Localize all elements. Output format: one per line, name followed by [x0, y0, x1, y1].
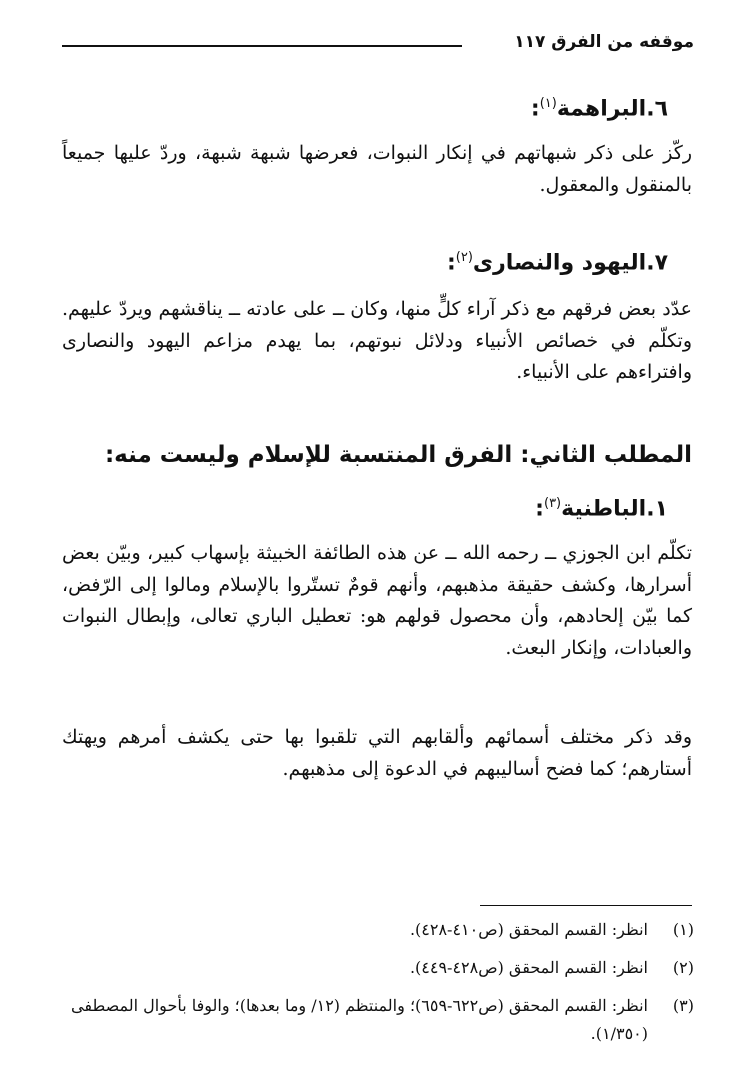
heading-brahma-text: ٦.البراهمة	[556, 96, 668, 122]
footnote-number: (٢)	[672, 958, 694, 977]
footnote-text: انظر: القسم المحقق (ص٦٢٢-٦٥٩)؛ والمنتظم (١٢/ وما بعدها)؛ والوفا بأحوال المصطفى (١/٣٥٠).	[71, 996, 648, 1043]
footnote-ref-2[interactable]: (٢)	[455, 250, 473, 265]
heading-batiniyya-text: ١.الباطنية	[561, 496, 668, 522]
section-heading: المطلب الثاني: الفرق المنتسبة للإسلام وليست منه:	[104, 442, 692, 468]
footnote-rule	[480, 905, 692, 906]
running-header	[62, 28, 694, 58]
heading-jews-christians	[447, 250, 668, 275]
footnote-ref-3[interactable]: (٣)	[543, 496, 562, 511]
paragraph-batiniyya-1: تكلّم ابن الجوزي ــ رحمه الله ــ عن هذه الطائفة الخبيثة بإسهاب كبير، وبيّن بعض أسرارها، وكشف حقيقة مذهبهم، وأنهم قومٌ تستّروا بالإسلام ومالوا إلى الرّفض، كما بيّن إلحادهم، وأن محصول قولهم هو: تعطيل الباري تعالى، وإبطال النبوات والعبادات، وإنكار البعث.	[62, 542, 692, 660]
footnote-ref-1[interactable]: (١)	[539, 96, 557, 111]
footnotes	[62, 916, 694, 1058]
header-rule	[62, 45, 462, 47]
header-title: موقفه من الفرق ١١٧	[514, 32, 694, 52]
footnote-2	[62, 954, 694, 982]
heading-jews-christians-colon: :	[446, 250, 456, 276]
footnote-number: (١)	[672, 920, 694, 939]
footnote-text: انظر: القسم المحقق (ص٤١٠-٤٢٨).	[409, 920, 648, 939]
heading-jews-christians-text: ٧.اليهود والنصارى	[472, 250, 668, 276]
footnote-1	[62, 916, 694, 944]
heading-batiniyya-colon: :	[535, 496, 544, 522]
heading-brahma-colon: :	[530, 96, 540, 122]
paragraph-jews-christians: عدّد بعض فرقهم مع ذكر آراء كلٍّ منها، وكان ــ على عادته ــ يناقشهم ويردّ عليهم. وتكلّم في خصائص الأنبياء ودلائل نبوتهم، بما يهدم مزاعم اليهود والنصارى وافتراءهم على الأنبياء.	[62, 298, 692, 384]
footnote-text: انظر: القسم المحقق (ص٤٢٨-٤٤٩).	[409, 958, 648, 977]
footnote-number: (٣)	[672, 996, 694, 1015]
heading-brahma	[531, 96, 668, 121]
heading-batiniyya	[535, 496, 668, 521]
paragraph-brahma: ركّز على ذكر شبهاتهم في إنكار النبوات، فعرضها شبهة شبهة، وردّ عليها جميعاً بالمنقول والمعقول.	[62, 142, 692, 196]
paragraph-batiniyya-2: وقد ذكر مختلف أسمائهم وألقابهم التي تلقبوا بها حتى يكشف أمرهم ويهتك أستارهم؛ كما فضح أساليبهم في الدعوة إلى مذهبهم.	[62, 726, 692, 780]
footnote-3	[62, 992, 694, 1048]
